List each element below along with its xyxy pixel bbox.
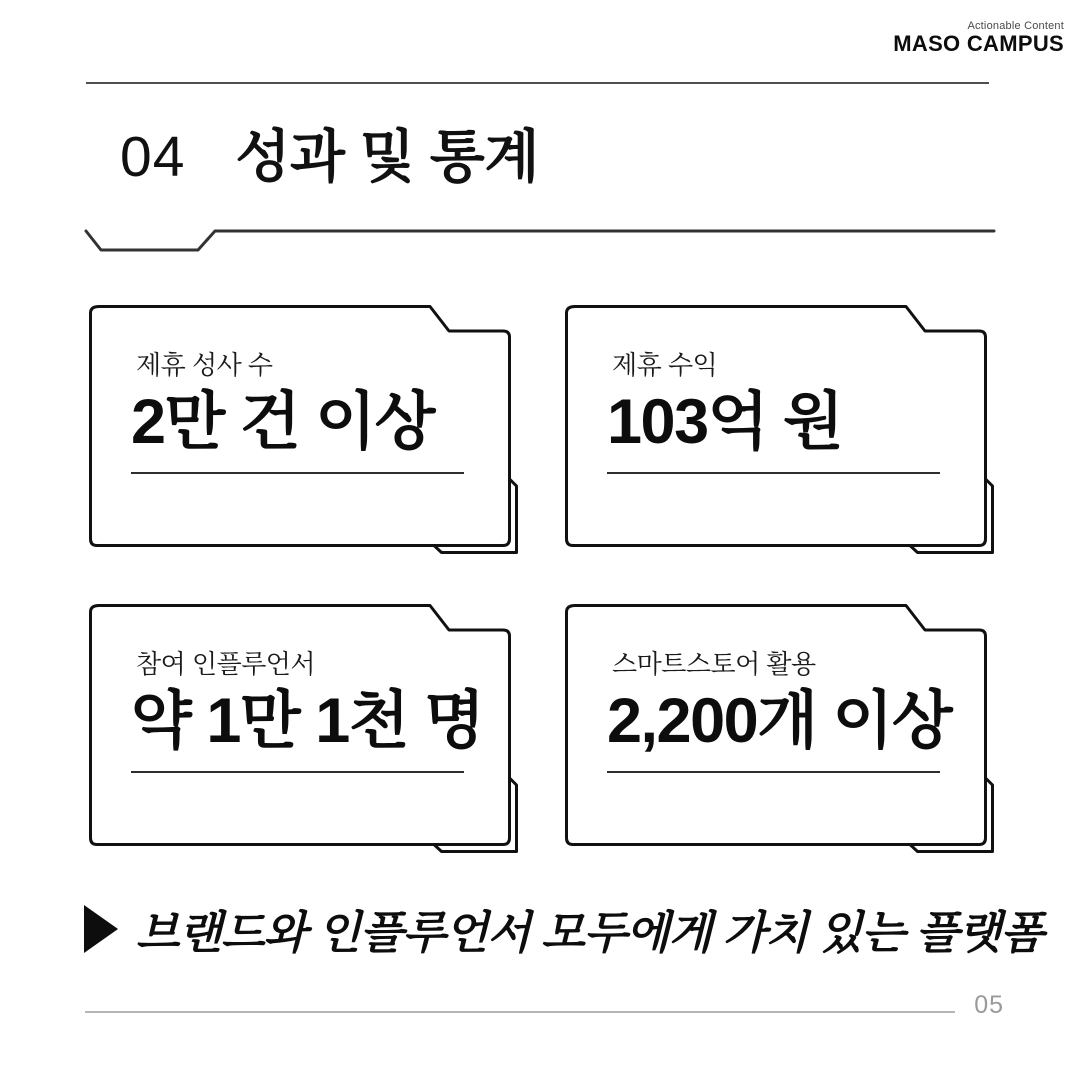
brand-tagline: Actionable Content (967, 20, 1064, 32)
play-triangle-icon (84, 905, 120, 953)
stat-value: 103억 원 (607, 387, 843, 457)
page-title: 성과 및 통계 (235, 125, 539, 189)
stat-underline (607, 771, 940, 773)
brand-name: MASO CAMPUS (893, 31, 1064, 57)
stat-underline (131, 771, 464, 773)
stat-underline (607, 472, 940, 474)
stat-card-influencers (89, 604, 521, 856)
stat-card-partnerships (89, 305, 521, 557)
title-divider-notch-line (84, 227, 996, 255)
callout (84, 896, 1043, 961)
stat-label: 참여 인플루언서 (136, 649, 316, 679)
stat-label: 제휴 성사 수 (136, 350, 273, 380)
stat-value: 2만 건 이상 (131, 387, 434, 457)
stat-underline (131, 472, 464, 474)
stat-value: 약 1만 1천 명 (131, 686, 484, 756)
callout-text: 브랜드와 인플루언서 모두에게 가치 있는 플랫폼 (136, 907, 1043, 958)
section-number: 04 (120, 125, 186, 189)
stat-label: 제휴 수익 (612, 350, 718, 380)
brand-logo (893, 20, 1064, 56)
page-number: 05 (974, 991, 1004, 1019)
section-title-row (120, 126, 539, 189)
stat-label: 스마트스토어 활용 (612, 649, 816, 679)
footer-rule (85, 1011, 955, 1013)
stat-card-revenue (565, 305, 997, 557)
header-rule (86, 82, 989, 84)
stat-card-smartstore (565, 604, 997, 856)
stat-value: 2,200개 이상 (607, 686, 952, 756)
